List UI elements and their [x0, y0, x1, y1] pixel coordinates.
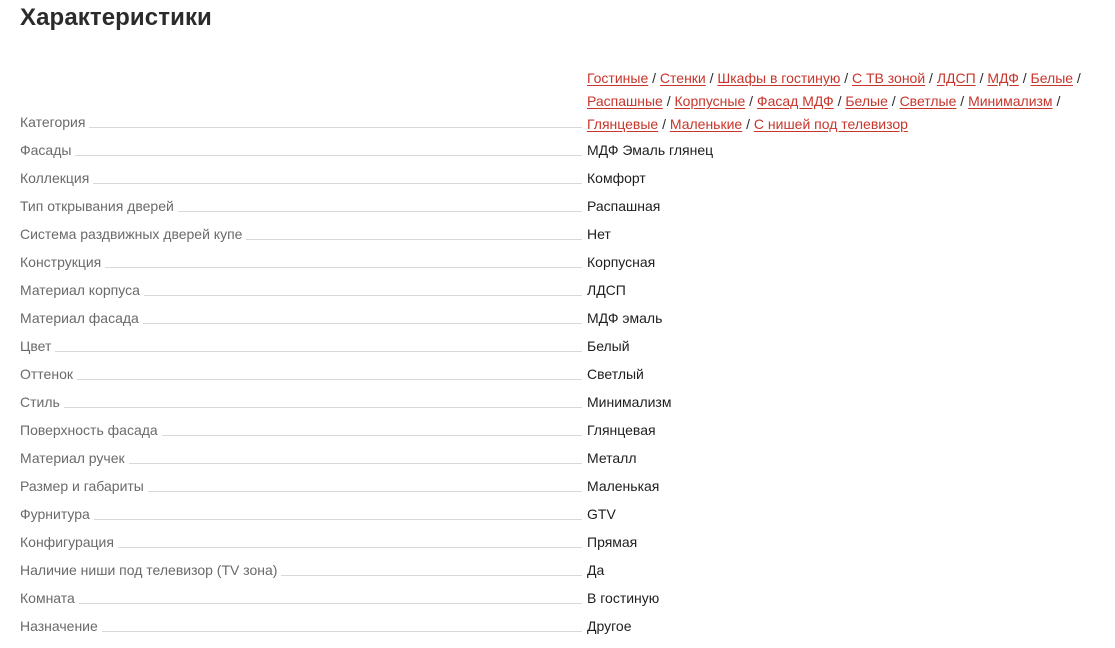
category-link[interactable]: МДФ	[987, 70, 1019, 86]
category-link[interactable]: Глянцевые	[587, 116, 659, 132]
spec-label: Конфигурация	[20, 532, 118, 552]
category-link[interactable]: Распашные	[587, 93, 663, 109]
spec-value: Светлый	[587, 366, 644, 382]
spec-row	[20, 273, 1110, 301]
link-separator: /	[1018, 70, 1031, 86]
spec-value: ЛДСП	[587, 282, 626, 298]
spec-label-cell	[20, 308, 582, 329]
dotted-leader	[77, 378, 582, 380]
link-separator: /	[956, 93, 969, 109]
spec-label-cell	[20, 364, 582, 385]
category-link[interactable]: Корпусные	[674, 93, 746, 109]
dotted-leader	[102, 630, 582, 632]
link-separator: /	[1073, 70, 1081, 86]
spec-label: Категория	[20, 112, 89, 132]
category-link[interactable]: С нишей под телевизор	[753, 116, 908, 132]
dotted-leader	[94, 518, 582, 520]
page-title: Характеристики	[20, 4, 212, 31]
spec-label-cell	[20, 476, 582, 497]
spec-row	[20, 161, 1110, 189]
link-separator: /	[705, 70, 718, 86]
dotted-leader	[143, 322, 582, 324]
spec-label: Конструкция	[20, 252, 105, 272]
dotted-leader	[89, 126, 582, 128]
spec-value: GTV	[587, 506, 616, 522]
category-link[interactable]: Стенки	[659, 70, 706, 86]
spec-value: В гостиную	[587, 590, 660, 606]
dotted-leader	[148, 490, 582, 492]
link-separator: /	[833, 93, 846, 109]
spec-label: Фасады	[20, 140, 75, 160]
spec-row	[20, 357, 1110, 385]
dotted-leader	[178, 210, 582, 212]
spec-label: Наличие ниши под телевизор (TV зона)	[20, 560, 281, 580]
spec-label: Материал фасада	[20, 308, 143, 328]
spec-label: Фурнитура	[20, 504, 94, 524]
category-links	[587, 67, 1107, 136]
spec-label-cell	[20, 336, 582, 357]
spec-label: Тип открывания дверей	[20, 196, 178, 216]
dotted-leader	[64, 406, 582, 408]
spec-label-cell	[20, 196, 582, 217]
spec-row	[20, 441, 1110, 469]
spec-label-cell	[20, 224, 582, 245]
spec-label-cell	[20, 504, 582, 525]
link-separator: /	[840, 70, 852, 86]
dotted-leader	[93, 182, 582, 184]
spec-label: Размер и габариты	[20, 476, 148, 496]
spec-row	[20, 497, 1110, 525]
spec-row	[20, 525, 1110, 553]
category-link[interactable]: Минимализм	[968, 93, 1053, 109]
spec-row	[20, 217, 1110, 245]
spec-label-cell	[20, 448, 582, 469]
dotted-leader	[162, 434, 582, 436]
category-link[interactable]: Шкафы в гостиную	[717, 70, 841, 86]
spec-row-category	[20, 60, 1110, 133]
spec-label-cell	[20, 140, 582, 161]
spec-label: Назначение	[20, 616, 102, 636]
spec-row	[20, 553, 1110, 581]
dotted-leader	[79, 602, 582, 604]
dotted-leader	[144, 294, 582, 296]
category-link[interactable]: Белые	[845, 93, 888, 109]
spec-label: Цвет	[20, 336, 55, 356]
spec-value: Да	[587, 562, 605, 578]
spec-value: Прямая	[587, 534, 638, 550]
dotted-leader	[246, 238, 582, 240]
link-separator: /	[742, 116, 754, 132]
spec-label-cell	[20, 392, 582, 413]
spec-label-cell	[20, 616, 582, 637]
spec-label-cell	[20, 420, 582, 441]
spec-label: Стиль	[20, 392, 64, 412]
spec-label: Система раздвижных дверей купе	[20, 224, 246, 244]
spec-value: Металл	[587, 450, 637, 466]
spec-label: Коллекция	[20, 168, 93, 188]
spec-value: Глянцевая	[587, 422, 656, 438]
spec-value: МДФ эмаль	[587, 310, 663, 326]
spec-label: Материал ручек	[20, 448, 129, 468]
spec-value: Маленькая	[587, 478, 660, 494]
link-separator: /	[648, 70, 660, 86]
link-separator: /	[887, 93, 900, 109]
spec-row	[20, 413, 1110, 441]
category-link[interactable]: Маленькие	[669, 116, 743, 132]
spec-row	[20, 469, 1110, 497]
spec-label: Материал корпуса	[20, 280, 144, 300]
spec-label-cell	[20, 112, 582, 133]
spec-value: Белый	[587, 338, 630, 354]
spec-label-cell	[20, 532, 582, 553]
spec-label: Комната	[20, 588, 79, 608]
category-link[interactable]: Белые	[1030, 70, 1074, 86]
spec-value: МДФ Эмаль глянец	[587, 142, 714, 158]
spec-row	[20, 329, 1110, 357]
link-separator: /	[662, 93, 675, 109]
spec-value: Другое	[587, 618, 632, 634]
link-separator: /	[925, 70, 937, 86]
spec-value: Комфорт	[587, 170, 646, 186]
characteristics-list	[20, 60, 1110, 637]
spec-label-cell	[20, 588, 582, 609]
dotted-leader	[75, 154, 582, 156]
spec-label-cell	[20, 252, 582, 273]
spec-label-cell	[20, 560, 582, 581]
spec-value: Нет	[587, 226, 611, 242]
dotted-leader	[281, 574, 582, 576]
spec-value: Корпусная	[587, 254, 656, 270]
category-link[interactable]: Гостиные	[587, 70, 649, 86]
link-separator: /	[745, 93, 757, 109]
dotted-leader	[105, 266, 582, 268]
category-link[interactable]: С ТВ зоной	[852, 70, 926, 86]
dotted-leader	[129, 462, 582, 464]
spec-row	[20, 245, 1110, 273]
link-separator: /	[975, 70, 988, 86]
category-link[interactable]: ЛДСП	[936, 70, 976, 86]
dotted-leader	[55, 350, 582, 352]
link-separator: /	[1052, 93, 1061, 109]
spec-row	[20, 133, 1110, 161]
category-link[interactable]: Светлые	[899, 93, 957, 109]
dotted-leader	[118, 546, 582, 548]
spec-row	[20, 301, 1110, 329]
spec-row	[20, 609, 1110, 637]
spec-label: Поверхность фасада	[20, 420, 162, 440]
category-link[interactable]: Фасад МДФ	[756, 93, 834, 109]
spec-row	[20, 581, 1110, 609]
spec-value: Распашная	[587, 198, 661, 214]
link-separator: /	[658, 116, 670, 132]
spec-label: Оттенок	[20, 364, 77, 384]
spec-row	[20, 385, 1110, 413]
spec-label-cell	[20, 280, 582, 301]
spec-label-cell	[20, 168, 582, 189]
spec-value: Минимализм	[587, 394, 672, 410]
spec-row	[20, 189, 1110, 217]
